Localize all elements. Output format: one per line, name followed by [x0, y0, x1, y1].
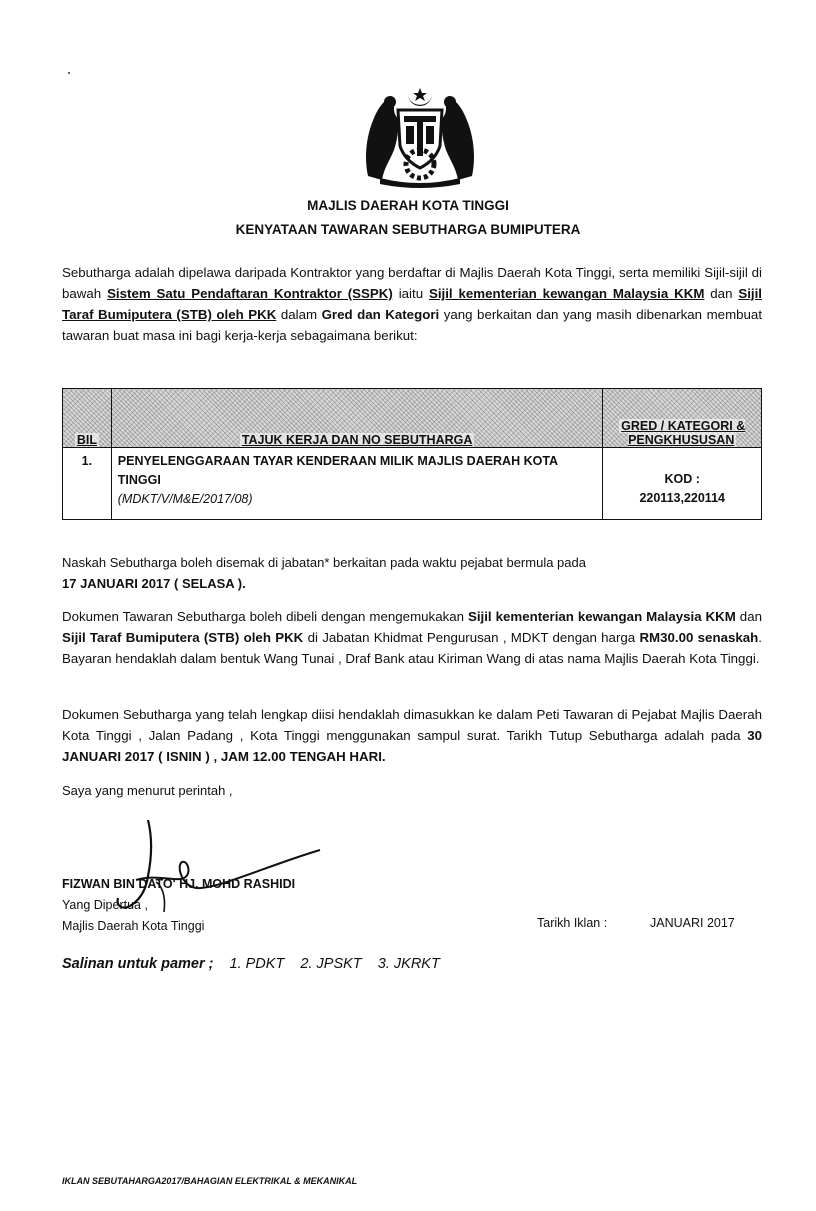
tutup-text: Dokumen Sebutharga yang telah lengkap diisi hendaklah dimasukkan ke dalam Peti Tawaran di Pejabat Majlis Daerah Kota Tinggi , Jalan Padang , Kota Tinggi menggunakan sampul surat. Tarikh Tutup Sebutharga adalah pada — [62, 707, 762, 743]
notice-title: KENYATAAN TAWARAN SEBUTHARGA BUMIPUTERA — [235, 222, 581, 237]
salutation: Saya yang menurut perintah , — [62, 783, 233, 798]
tender-reference: (MDKT/V/M&E/2017/08) — [117, 492, 253, 506]
header-title: TAJUK KERJA DAN NO SEBUTHARGA — [111, 389, 603, 448]
dok-stb: Sijil Taraf Bumiputera (STB) oleh PKK — [62, 630, 304, 645]
table-row — [63, 448, 762, 520]
sspk-reference: Sistem Satu Pendaftaran Kontraktor (SSPK) — [107, 286, 393, 301]
intro-paragraph — [62, 262, 762, 346]
signatory-org: Majlis Daerah Kota Tinggi — [62, 919, 205, 933]
salinan-items: 1. PDKT 2. JPSKT 3. JKRKT — [229, 956, 440, 972]
dok-kkm: Sijil kementerian kewangan Malaysia KKM — [467, 609, 736, 624]
row-title-cell — [111, 448, 603, 520]
org-title: MAJLIS DAERAH KOTA TINGGI — [307, 198, 509, 213]
salinan-line — [62, 956, 440, 972]
tender-table — [62, 388, 762, 520]
naskah-text: Naskah Sebutharga boleh disemak di jabatan* berkaitan pada waktu pejabat bermula pada — [62, 555, 586, 570]
header-gred: GRED / KATEGORI & PENGKHUSUSAN — [603, 389, 762, 448]
stb-reference: Sijil Taraf Bumiputera (STB) oleh PKK — [62, 286, 762, 322]
naskah-paragraph — [62, 552, 762, 594]
row-kod-cell — [603, 448, 762, 520]
dok-text-4: . Bayaran hendaklah dalam bentuk Wang Tunai , Draf Bank atau Kiriman Wang di atas nama Majlis Daerah Kota Tinggi. — [62, 630, 762, 666]
dok-price: RM30.00 senaskah — [639, 630, 759, 645]
footer-reference: IKLAN SEBUTAHARGA2017/BAHAGIAN ELEKTRIKAL & MEKANIKAL — [62, 1176, 358, 1186]
intro-text-2: iaitu — [392, 286, 429, 301]
work-title: PENYELENGGARAAN TAYAR KENDERAAN MILIK MAJLIS DAERAH KOTA TINGGI — [117, 454, 558, 487]
intro-text-3: dan — [704, 286, 739, 301]
tutup-date: 30 JANUARI 2017 ( ISNIN ) , JAM 12.00 TENGAH HARI. — [62, 728, 762, 764]
tarikh-iklan-label: Tarikh Iklan : — [537, 916, 608, 930]
intro-text-4: dalam — [276, 307, 322, 322]
signatory-block — [62, 874, 295, 937]
naskah-date: 17 JANUARI 2017 ( SELASA ). — [62, 576, 246, 591]
scan-speck — [68, 72, 70, 74]
dok-text-2: dan — [735, 609, 762, 624]
header-bil: BIL — [63, 389, 112, 448]
intro-text-5: yang berkaitan dan yang masih dibenarkan membuat tawaran buat masa ini bagi kerja-kerja sebagaimana berikut: — [62, 307, 763, 343]
tarikh-iklan-value: JANUARI 2017 — [650, 916, 735, 930]
kod-value: 220113,220114 — [639, 491, 725, 505]
malaysia-coat-of-arms-icon — [360, 88, 480, 188]
intro-text-1: Sebutharga adalah dipelawa daripada Kontraktor yang berdaftar di Majlis Daerah Kota Tinggi, serta memiliki Sijil-sijil di bawah — [62, 265, 762, 301]
dok-text-3: di Jabatan Khidmat Pengurusan , MDKT dengan harga — [303, 630, 640, 645]
gred-kategori: Gred dan Kategori — [321, 307, 440, 322]
kod-label: KOD : — [664, 472, 700, 486]
signatory-position: Yang Dipertua , — [62, 898, 148, 912]
salinan-label: Salinan untuk pamer ; — [62, 956, 214, 972]
dok-text-1: Dokumen Tawaran Sebutharga boleh dibeli dengan mengemukakan — [62, 609, 468, 624]
closing-date-paragraph — [62, 704, 762, 767]
signatory-name: FIZWAN BIN DATO' HJ. MOHD RASHIDI — [62, 877, 296, 891]
row-bil: 1. — [63, 448, 112, 520]
dokumen-paragraph — [62, 606, 762, 669]
kkm-reference: Sijil kementerian kewangan Malaysia KKM — [428, 286, 705, 301]
table-header-row — [63, 389, 762, 448]
